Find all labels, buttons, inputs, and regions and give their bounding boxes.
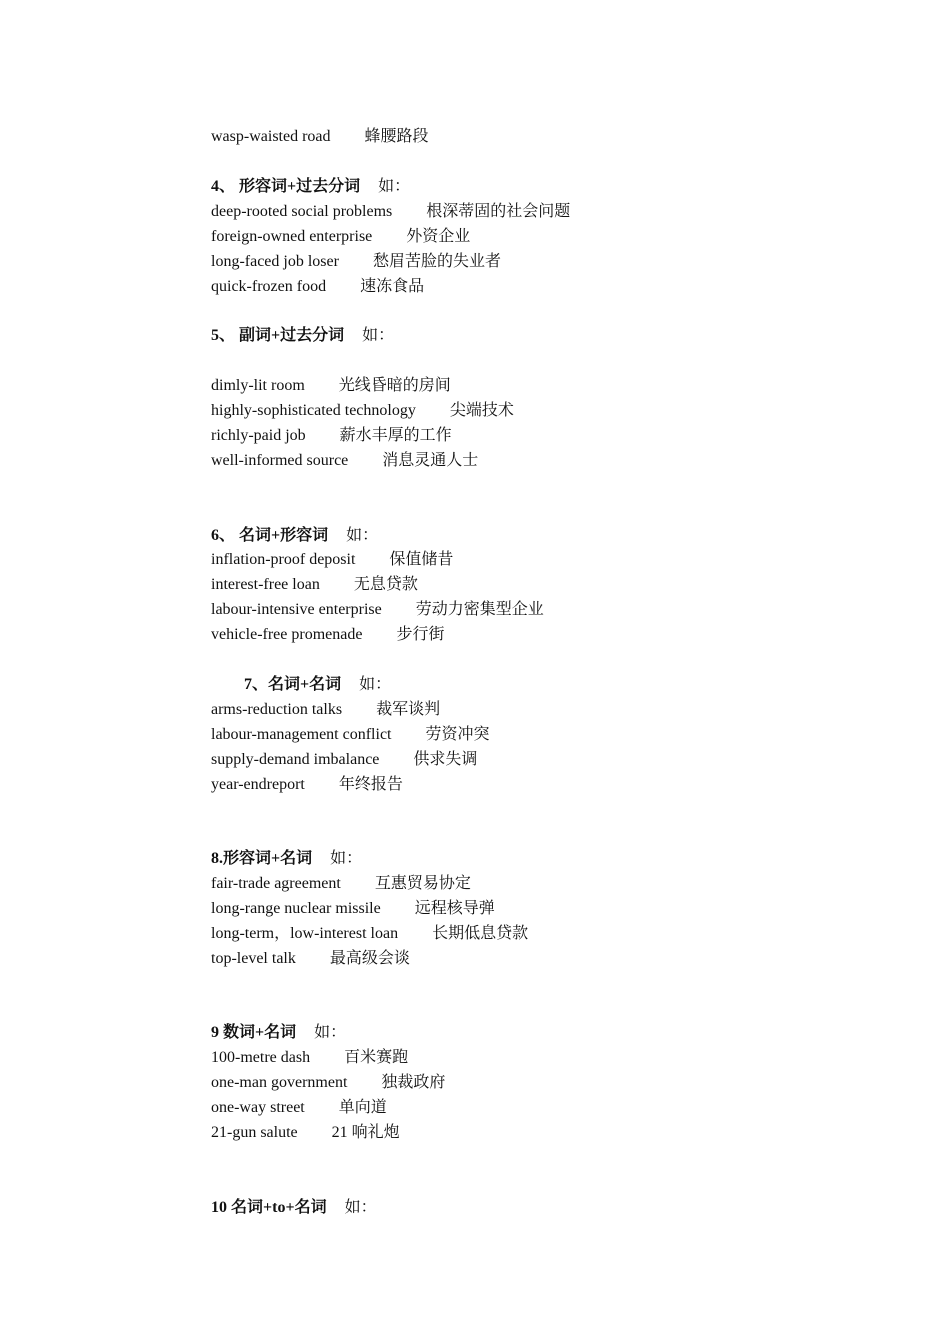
example-marker: 如： [344, 1199, 377, 1216]
entry-row [211, 1098, 387, 1118]
chinese-term: 劳资冲突 [425, 726, 490, 743]
entry-row [211, 750, 477, 770]
chinese-term: 长期低息贷款 [432, 925, 529, 942]
section-title: 9 数词+名词 [211, 1024, 297, 1041]
section-heading-4 [211, 177, 410, 197]
chinese-term: 单向道 [338, 1099, 387, 1116]
chinese-term: 无息贷款 [353, 576, 418, 593]
section-title: 7、名词+名词 [244, 676, 342, 693]
english-term: supply-demand imbalance [211, 751, 380, 768]
chinese-term: 光线昏暗的房间 [338, 377, 451, 394]
chinese-term: 蜂腰路段 [364, 128, 429, 145]
entry-row [211, 700, 440, 720]
chinese-term: 愁眉苦脸的失业者 [372, 253, 501, 270]
english-term: foreign-owned enterprise [211, 228, 373, 245]
example-marker: 如： [314, 1024, 347, 1041]
section-heading-6 [211, 526, 378, 546]
english-term: labour-management conflict [211, 726, 392, 743]
entry-row [211, 252, 501, 272]
example-marker: 如： [330, 850, 363, 867]
entry-row [211, 227, 470, 247]
chinese-term: 步行街 [396, 626, 445, 643]
entry-row [211, 550, 453, 570]
english-term: long-faced job loser [211, 253, 339, 270]
english-term: one-man government [211, 1074, 348, 1091]
entry-row [211, 401, 514, 421]
example-marker: 如： [378, 178, 411, 195]
english-term: 100-metre dash [211, 1049, 311, 1066]
entry-row [211, 376, 451, 396]
english-term: wasp-waisted road [211, 128, 331, 145]
chinese-term: 保值储昔 [389, 551, 454, 568]
english-term: fair-trade agreement [211, 875, 341, 892]
english-term: 21-gun salute [211, 1124, 298, 1141]
chinese-term: 年终报告 [338, 776, 403, 793]
entry-row [211, 949, 410, 969]
chinese-term: 百米赛跑 [344, 1049, 409, 1066]
entry-row [211, 600, 544, 620]
chinese-term: 21 响礼炮 [331, 1124, 400, 1141]
english-term: year-endreport [211, 776, 305, 793]
entry-row [211, 924, 528, 944]
entry-row [211, 451, 478, 471]
english-term: deep-rooted social problems [211, 203, 393, 220]
english-term: labour-intensive enterprise [211, 601, 382, 618]
section-title: 6、 名词+形容词 [211, 527, 329, 544]
section-heading-9 [211, 1023, 346, 1043]
section-heading-5 [211, 326, 394, 346]
chinese-term: 薪水丰厚的工作 [339, 427, 452, 444]
entry-row [211, 899, 495, 919]
entry-row [211, 575, 418, 595]
entry-row [211, 874, 471, 894]
english-term: long-term，low-interest loan [211, 925, 399, 942]
chinese-term: 最高级会谈 [329, 950, 410, 967]
english-term: well-informed source [211, 452, 349, 469]
english-term: interest-free loan [211, 576, 320, 593]
section-title: 8.形容词+名词 [211, 850, 313, 867]
entry-row [211, 426, 452, 446]
chinese-term: 远程核导弹 [414, 900, 495, 917]
english-term: inflation-proof deposit [211, 551, 356, 568]
entry-row [211, 1123, 400, 1143]
chinese-term: 速冻食品 [360, 278, 425, 295]
entry-row [211, 1048, 408, 1068]
entry-row [211, 775, 403, 795]
section-heading-8 [211, 849, 362, 869]
english-term: quick-frozen food [211, 278, 327, 295]
chinese-term: 尖端技术 [449, 402, 514, 419]
chinese-term: 劳动力密集型企业 [415, 601, 544, 618]
chinese-term: 根深蒂固的社会问题 [426, 203, 571, 220]
chinese-term: 独裁政府 [381, 1074, 446, 1091]
english-term: dimly-lit room [211, 377, 305, 394]
entry-row [211, 127, 429, 147]
example-marker: 如： [362, 327, 395, 344]
example-marker: 如： [346, 527, 379, 544]
chinese-term: 外资企业 [406, 228, 471, 245]
section-title: 10 名词+to+名词 [211, 1199, 327, 1216]
entry-row [211, 625, 444, 645]
entry-row [211, 277, 424, 297]
english-term: long-range nuclear missile [211, 900, 381, 917]
english-term: arms-reduction talks [211, 701, 343, 718]
section-heading-10 [211, 1198, 377, 1218]
entry-row [211, 1073, 445, 1093]
chinese-term: 供求失调 [413, 751, 478, 768]
section-title: 5、 副词+过去分词 [211, 327, 345, 344]
english-term: vehicle-free promenade [211, 626, 363, 643]
english-term: highly-sophisticated technology [211, 402, 416, 419]
section-title: 4、 形容词+过去分词 [211, 178, 361, 195]
english-term: one-way street [211, 1099, 305, 1116]
entry-row [211, 725, 490, 745]
english-term: top-level talk [211, 950, 296, 967]
chinese-term: 消息灵通人士 [382, 452, 479, 469]
english-term: richly-paid job [211, 427, 306, 444]
chinese-term: 互惠贸易协定 [374, 875, 471, 892]
example-marker: 如： [359, 676, 392, 693]
section-heading-7 [244, 675, 391, 695]
chinese-term: 裁军谈判 [376, 701, 441, 718]
entry-row [211, 202, 570, 222]
